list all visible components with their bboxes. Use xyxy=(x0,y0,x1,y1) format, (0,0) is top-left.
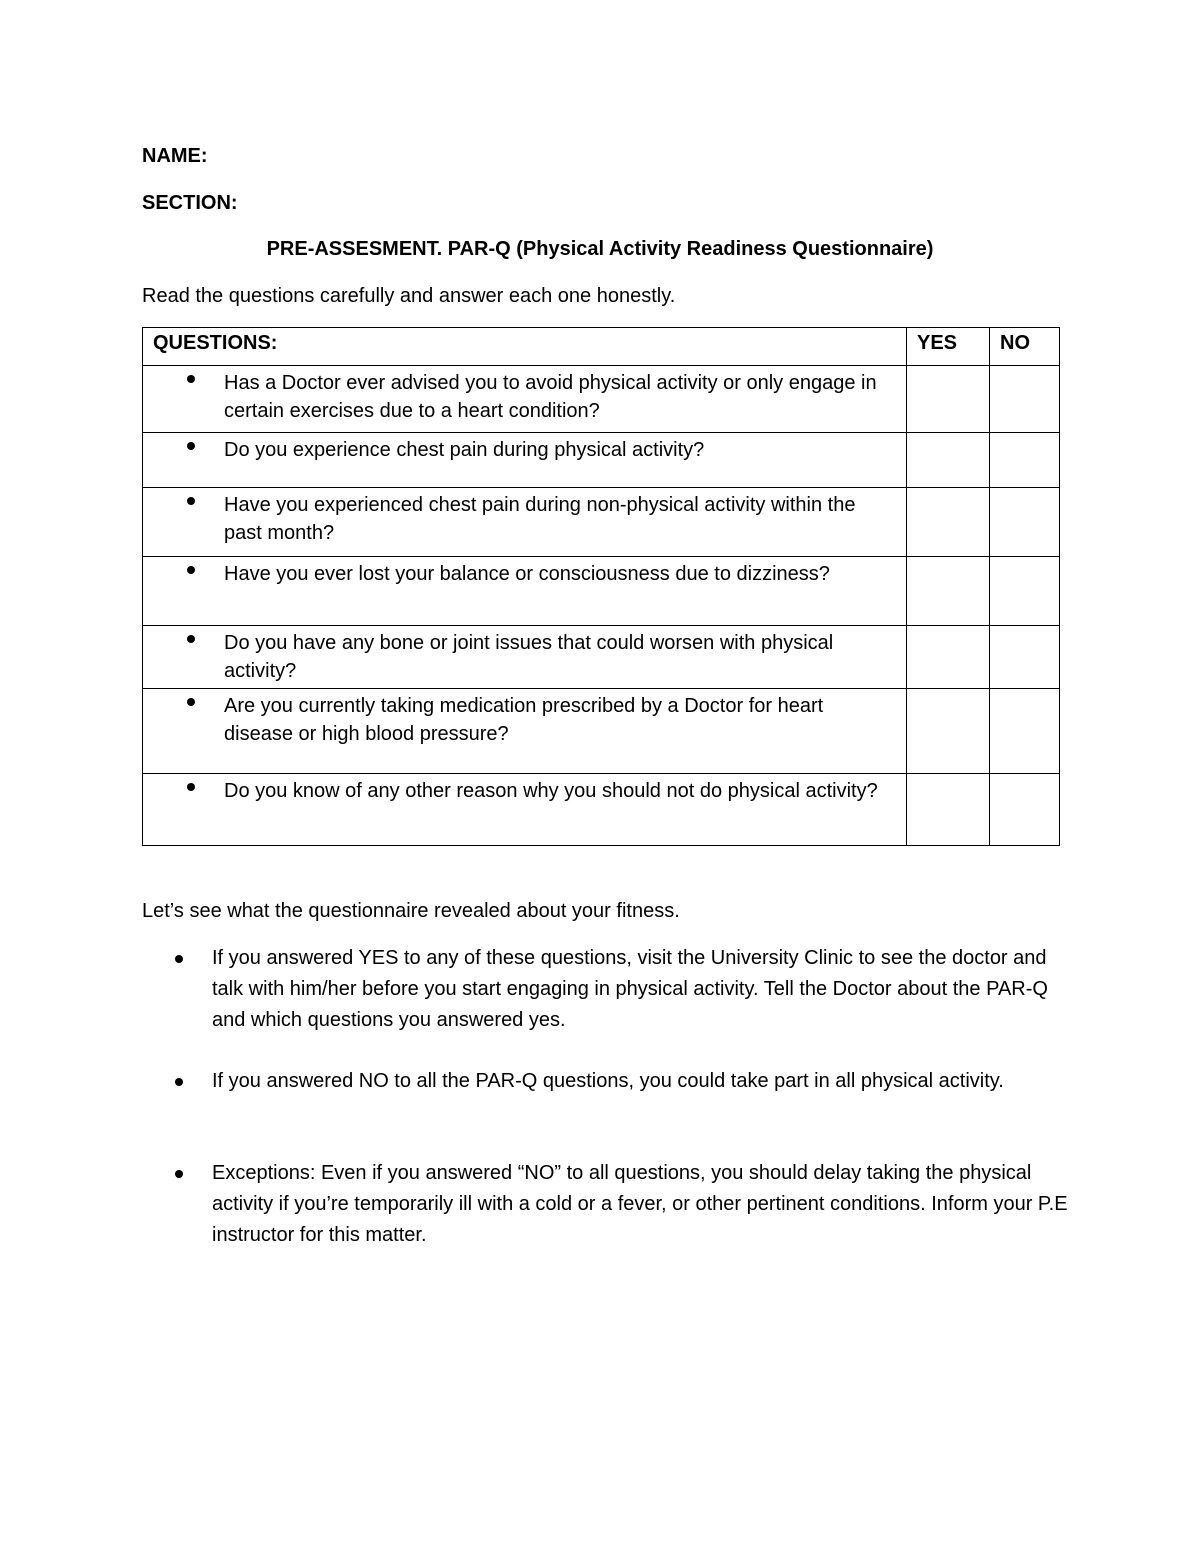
bullet-icon xyxy=(175,1170,183,1178)
list-item xyxy=(142,943,1072,1036)
list-item-text: If you answered NO to all the PAR-Q questions, you could take part in all physical activity. xyxy=(212,1070,1004,1092)
yes-answer-box[interactable] xyxy=(907,433,990,488)
yes-column-header: YES xyxy=(907,328,990,366)
question-cell xyxy=(143,433,907,488)
table-row xyxy=(143,366,1060,433)
table-row xyxy=(143,488,1060,557)
list-item xyxy=(142,1066,1072,1097)
question-text: Has a Doctor ever advised you to avoid physical activity or only engage in certain exercises due to a heart condition? xyxy=(224,372,877,422)
bullet-icon xyxy=(187,783,195,791)
bullet-icon xyxy=(187,442,195,450)
bullet-icon xyxy=(187,566,195,574)
question-cell xyxy=(143,366,907,433)
question-text: Have you experienced chest pain during non-physical activity within the past month? xyxy=(224,494,856,544)
question-text: Do you experience chest pain during physical activity? xyxy=(224,439,705,461)
instructions-text: Read the questions carefully and answer each one honestly. xyxy=(142,285,676,307)
question-cell xyxy=(143,488,907,557)
results-intro: Let’s see what the questionnaire revealed about your fitness. xyxy=(142,900,680,922)
no-answer-box[interactable] xyxy=(990,366,1060,433)
question-text: Are you currently taking medication prescribed by a Doctor for heart disease or high blood pressure? xyxy=(224,695,824,745)
bullet-icon xyxy=(187,497,195,505)
question-text: Do you know of any other reason why you should not do physical activity? xyxy=(224,780,878,802)
table-row xyxy=(143,689,1060,774)
yes-answer-box[interactable] xyxy=(907,488,990,557)
table-row xyxy=(143,557,1060,626)
no-answer-box[interactable] xyxy=(990,433,1060,488)
question-cell xyxy=(143,689,907,774)
bullet-icon xyxy=(187,635,195,643)
no-answer-box[interactable] xyxy=(990,626,1060,689)
name-label: NAME: xyxy=(142,145,208,167)
section-label: SECTION: xyxy=(142,192,238,214)
no-answer-box[interactable] xyxy=(990,557,1060,626)
yes-answer-box[interactable] xyxy=(907,557,990,626)
no-answer-box[interactable] xyxy=(990,774,1060,846)
parq-table xyxy=(142,327,1060,846)
question-cell xyxy=(143,557,907,626)
list-item-text: Exceptions: Even if you answered “NO” to all questions, you should delay taking the physical activity if you’re temporarily ill with a cold or a fever, or other pertinent conditions. Inform your P.E instructor for this matter. xyxy=(212,1162,1068,1246)
yes-answer-box[interactable] xyxy=(907,774,990,846)
no-column-header: NO xyxy=(990,328,1060,366)
yes-answer-box[interactable] xyxy=(907,689,990,774)
table-row xyxy=(143,774,1060,846)
no-answer-box[interactable] xyxy=(990,689,1060,774)
yes-answer-box[interactable] xyxy=(907,366,990,433)
question-text: Have you ever lost your balance or consciousness due to dizziness? xyxy=(224,563,830,585)
table-row xyxy=(143,433,1060,488)
bullet-icon xyxy=(187,698,195,706)
table-row xyxy=(143,626,1060,689)
question-text: Do you have any bone or joint issues that could worsen with physical activity? xyxy=(224,632,834,682)
question-cell xyxy=(143,626,907,689)
list-item xyxy=(142,1158,1072,1251)
document-title: PRE-ASSESMENT. PAR-Q (Physical Activity Readiness Questionnaire) xyxy=(266,238,934,260)
yes-answer-box[interactable] xyxy=(907,626,990,689)
question-cell xyxy=(143,774,907,846)
no-answer-box[interactable] xyxy=(990,488,1060,557)
bullet-icon xyxy=(175,1078,183,1086)
table-header-row xyxy=(143,328,1060,366)
bullet-icon xyxy=(187,375,195,383)
questions-column-header: QUESTIONS: xyxy=(143,328,907,366)
bullet-icon xyxy=(175,955,183,963)
list-item-text: If you answered YES to any of these questions, visit the University Clinic to see the doctor and talk with him/her before you start engaging in physical activity. Tell the Doctor about the PAR-Q and which questions you answered yes. xyxy=(212,947,1048,1031)
